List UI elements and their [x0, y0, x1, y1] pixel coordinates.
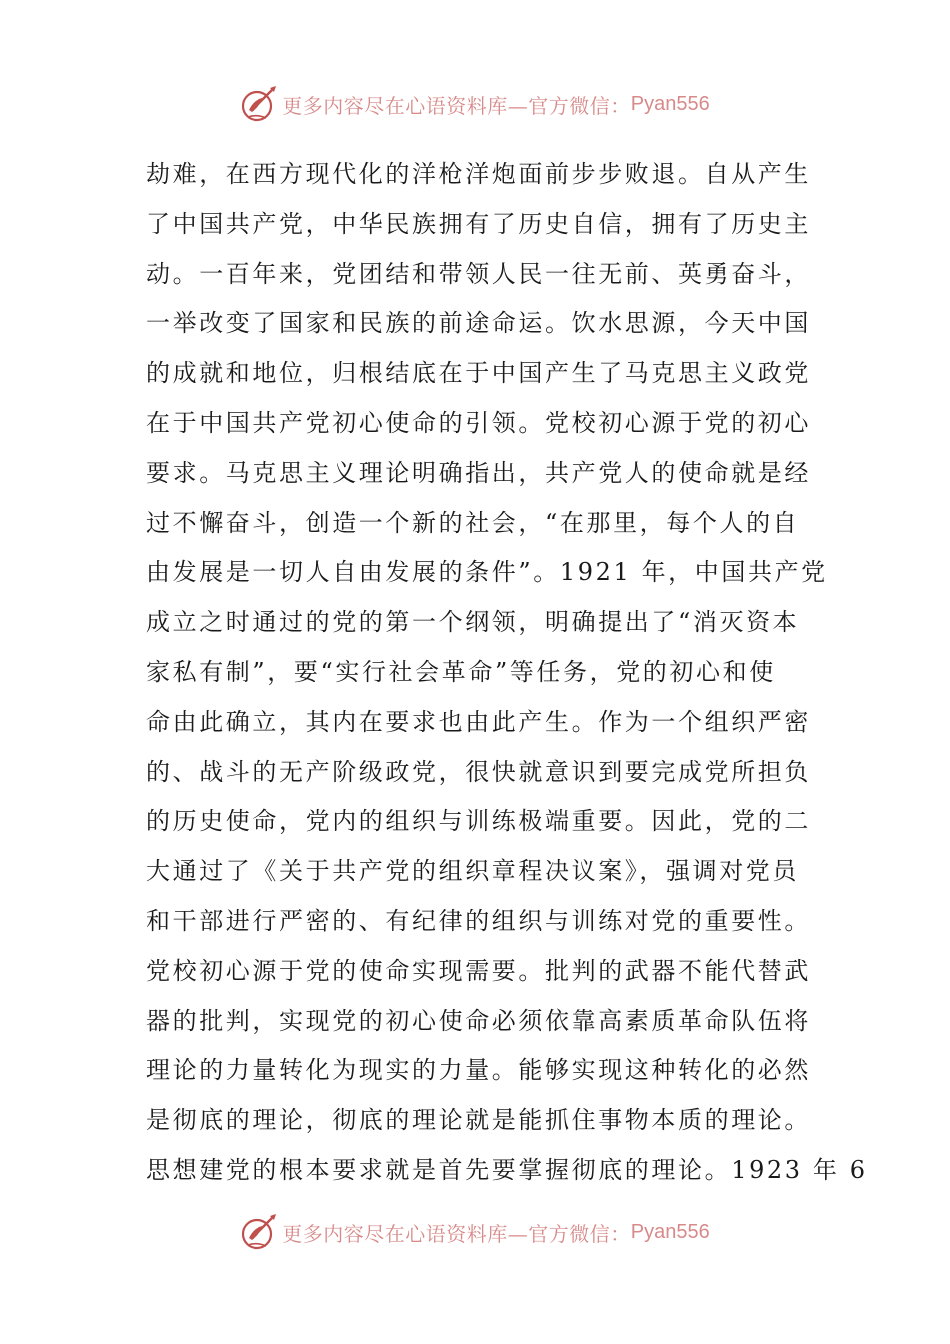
- text-line: 了中国共产党，中华民族拥有了历史自信，拥有了历史主: [146, 209, 811, 238]
- text-line: 的、战斗的无产阶级政党，很快就意识到要完成党所担负: [146, 757, 811, 786]
- watermark-wechat-id: Pyan556: [630, 92, 710, 115]
- text-line: 过不懈奋斗，创造一个新的社会，“在那里，每个人的自: [146, 508, 800, 537]
- pen-logo-icon: [240, 84, 280, 124]
- text-line: 的历史使命，党内的组织与训练极端重要。因此，党的二: [146, 807, 811, 836]
- footer-watermark: [0, 1210, 950, 1254]
- watermark-wechat-id: Pyan556: [630, 1220, 710, 1243]
- pen-logo-icon: [240, 1212, 280, 1252]
- text-line: 是彻底的理论，彻底的理论就是能抓住事物本质的理论。: [146, 1106, 811, 1135]
- text-line: 一举改变了国家和民族的前途命运。饮水思源，今天中国: [146, 309, 811, 338]
- text-line: 和干部进行严密的、有纪律的组织与训练对党的重要性。: [146, 906, 811, 935]
- text-line: 劫难，在西方现代化的洋枪洋炮面前步步败退。自从产生: [146, 160, 811, 188]
- header-watermark: [0, 82, 950, 126]
- text-line: 的成就和地位，归根结底在于中国产生了马克思主义政党: [146, 359, 811, 388]
- text-line: 成立之时通过的党的第一个纲领，明确提出了“消灭资本: [146, 608, 800, 637]
- body-text: [146, 150, 868, 1196]
- text-line: 命由此确立，其内在要求也由此产生。作为一个组织严密: [146, 707, 811, 736]
- text-line: 理论的力量转化为现实的力量。能够实现这种转化的必然: [146, 1056, 811, 1085]
- text-line: 大通过了《关于共产党的组织章程决议案》，强调对党员: [146, 857, 799, 886]
- text-line: 党校初心源于党的使命实现需要。批判的武器不能代替武: [146, 956, 811, 985]
- text-line: 动。一百年来，党团结和带领人民一往无前、英勇奋斗，: [146, 259, 811, 288]
- text-line: 思想建党的根本要求就是首先要掌握彻底的理论。1923 年 6: [146, 1155, 868, 1184]
- text-line: 器的批判，实现党的初心使命必须依靠高素质革命队伍将: [146, 1006, 811, 1035]
- text-line: 由发展是一切人自由发展的条件”。1921 年，中国共产党: [146, 558, 828, 587]
- text-line: 要求。马克思主义理论明确指出，共产党人的使命就是经: [146, 458, 811, 487]
- text-line: 家私有制”，要“实行社会革命”等任务，党的初心和使: [146, 657, 776, 686]
- text-line: 在于中国共产党初心使命的引领。党校初心源于党的初心: [146, 408, 811, 437]
- watermark-text: 更多内容尽在心语资料库—官方微信：: [282, 93, 631, 118]
- watermark-text: 更多内容尽在心语资料库—官方微信：: [282, 1221, 631, 1246]
